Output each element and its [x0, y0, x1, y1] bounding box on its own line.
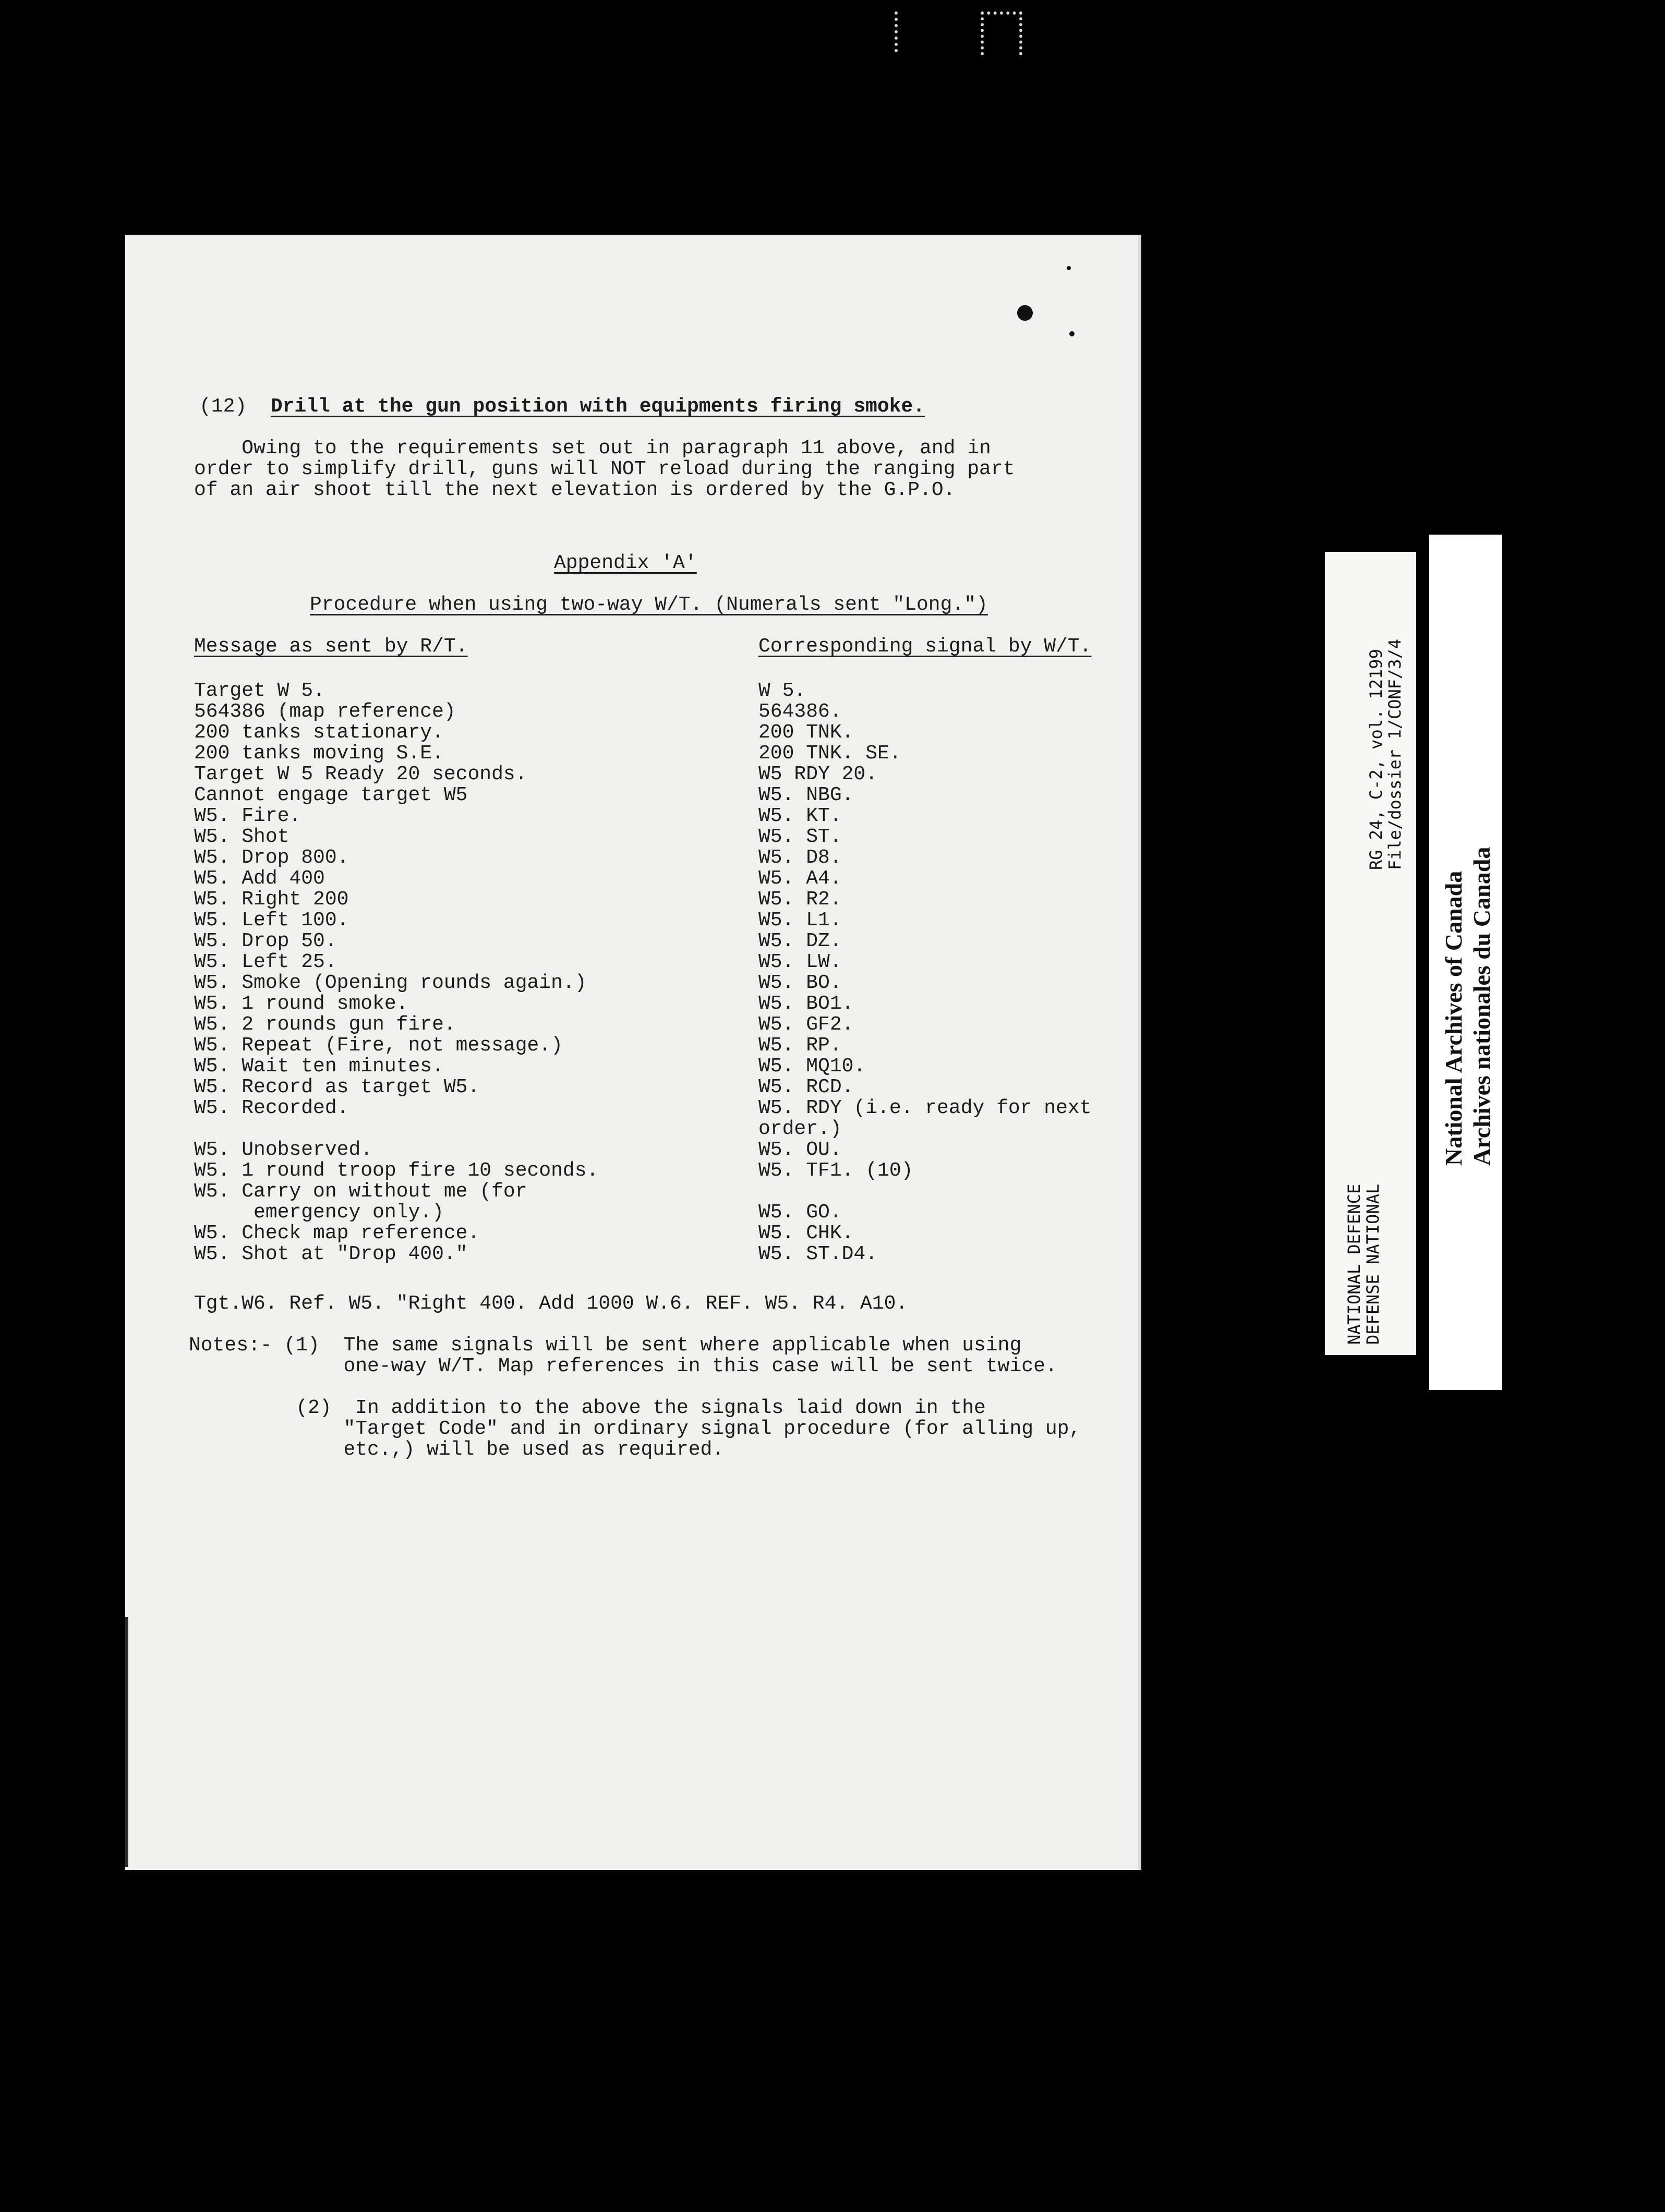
- ink-blot: [1017, 305, 1033, 321]
- notes: [189, 1334, 1123, 2170]
- wt-signal: 564386.: [758, 700, 842, 723]
- wt-signal: W5. ST.: [758, 826, 842, 848]
- paragraph-line: Owing to the requirements set out in paragraph 11 above, and in: [194, 437, 991, 460]
- rt-message: 200 tanks moving S.E.: [194, 742, 444, 765]
- wt-signal: W5. KT.: [758, 805, 842, 827]
- wt-signal: W5 RDY 20.: [758, 763, 878, 785]
- wt-signal: W5. BO.: [758, 972, 842, 994]
- file-reference: [1367, 639, 1404, 870]
- section-number: (12): [199, 395, 247, 418]
- rt-message: W5. Carry on without me (for: [194, 1180, 527, 1203]
- rt-message: W5. Left 100.: [194, 909, 349, 932]
- department-label: [1345, 1184, 1382, 1345]
- file-reference-line1: RG 24, C-2, vol. 12199: [1366, 649, 1386, 870]
- rt-message: Target W 5.: [194, 680, 325, 702]
- document-page: [125, 235, 1141, 1870]
- wt-signal: W5. L1.: [758, 909, 842, 932]
- rt-message: Target W 5 Ready 20 seconds.: [194, 763, 527, 785]
- section-heading: [199, 396, 925, 417]
- ink-speck: [1069, 331, 1075, 336]
- rt-message: W5. Fire.: [194, 805, 301, 827]
- wt-signal: W5. RDY (i.e. ready for next: [758, 1097, 1092, 1119]
- wt-signal: W5. GO.: [758, 1201, 842, 1224]
- wt-signal: W5. BO1.: [758, 993, 854, 1015]
- rt-message: 200 tanks stationary.: [194, 721, 444, 744]
- rt-message: W5. Unobserved.: [194, 1139, 373, 1161]
- document-body: [189, 395, 1123, 2211]
- wt-signal: W5. LW.: [758, 951, 842, 973]
- rt-message: W5. Check map reference.: [194, 1222, 480, 1244]
- department-en: NATIONAL DEFENCE: [1344, 1183, 1364, 1345]
- rt-message: W5. 2 rounds gun fire.: [194, 1013, 456, 1036]
- rt-message: W5. Wait ten minutes.: [194, 1055, 444, 1078]
- appendix-subtitle: Procedure when using two-way W/T. (Numerals sent "Long."): [310, 594, 988, 616]
- rt-message: W5. Drop 800.: [194, 847, 349, 869]
- rt-message: W5. Recorded.: [194, 1097, 349, 1119]
- wt-signal: W 5.: [758, 680, 806, 702]
- wt-signal: W5. A4.: [758, 867, 842, 890]
- note-line: one-way W/T. Map references in this case will be sent twice.: [189, 1355, 1057, 1377]
- archives-name-fr: Archives nationales du Canada: [1468, 847, 1495, 1166]
- rt-message: W5. Record as target W5.: [194, 1076, 480, 1098]
- rt-message: W5. Smoke (Opening rounds again.): [194, 972, 587, 994]
- wt-signal: W5. OU.: [758, 1139, 842, 1161]
- note-line: (2) In addition to the above the signals laid down in the: [189, 1397, 986, 1419]
- wt-signal: W5. D8.: [758, 847, 842, 869]
- paragraph-line: of an air shoot till the next elevation is ordered by the G.P.O.: [194, 479, 956, 501]
- note-line: Notes:- (1) The same signals will be sent where applicable when using: [189, 1334, 1022, 1357]
- wt-signal: W5. R2.: [758, 888, 842, 911]
- rt-message: W5. 1 round smoke.: [194, 993, 408, 1015]
- wt-signal: W5. CHK.: [758, 1222, 854, 1244]
- wt-signal: 200 TNK. SE.: [758, 742, 901, 765]
- wt-signal: W5. RCD.: [758, 1076, 854, 1098]
- ink-speck: [1067, 266, 1071, 270]
- department-fr: DEFENSE NATIONAL: [1363, 1183, 1383, 1345]
- rt-message: Cannot engage target W5: [194, 784, 468, 806]
- wt-signal: W5. DZ.: [758, 930, 842, 952]
- rt-message: emergency only.): [194, 1201, 444, 1224]
- paragraph-line: order to simplify drill, guns will NOT reload during the ranging part: [194, 458, 1015, 480]
- wt-signal: W5. NBG.: [758, 784, 854, 806]
- note-line: "Target Code" and in ordinary signal procedure (for alling up,: [189, 1418, 1081, 1440]
- wt-signal: order.): [758, 1118, 842, 1140]
- column-header-rt: Message as sent by R/T.: [194, 635, 468, 658]
- department-label-strip: [1325, 552, 1416, 1355]
- rt-message: W5. Right 200: [194, 888, 349, 911]
- target-reference-line: Tgt.W6. Ref. W5. "Right 400. Add 1000 W.6. REF. W5. R4. A10.: [194, 1292, 908, 1315]
- page-edge-shadow: [125, 1617, 167, 1867]
- file-reference-line2: File/dossier 1/CONF/3/4: [1385, 638, 1405, 870]
- rt-message: W5. 1 round troop fire 10 seconds.: [194, 1159, 599, 1182]
- rt-message: W5. Drop 50.: [194, 930, 337, 952]
- rt-message: W5. Repeat (Fire, not message.): [194, 1034, 563, 1057]
- note-line: etc.,) will be used as required.: [189, 1439, 725, 1461]
- wt-signal: W5. TF1. (10): [758, 1159, 913, 1182]
- archives-stamp: [1440, 847, 1496, 1166]
- rt-message: W5. Left 25.: [194, 951, 337, 973]
- wt-signal: 200 TNK.: [758, 721, 854, 744]
- rt-message: W5. Add 400: [194, 867, 325, 890]
- wt-signal: W5. GF2.: [758, 1013, 854, 1036]
- wt-signal: W5. MQ10.: [758, 1055, 866, 1078]
- section-title: Drill at the gun position with equipments firing smoke.: [270, 395, 925, 418]
- rt-message: W5. Shot at "Drop 400.": [194, 1243, 468, 1265]
- wt-signal: W5. RP.: [758, 1034, 842, 1057]
- column-header-wt: Corresponding signal by W/T.: [758, 635, 1092, 658]
- rt-message: 564386 (map reference): [194, 700, 456, 723]
- fiducial-mark-right: [981, 11, 1022, 55]
- wt-signal: W5. ST.D4.: [758, 1243, 878, 1265]
- rt-message: W5. Shot: [194, 826, 289, 848]
- archives-name-en: National Archives of Canada: [1440, 871, 1467, 1166]
- appendix-title: Appendix 'A': [554, 552, 697, 574]
- archives-label-strip: [1429, 535, 1502, 1390]
- fiducial-mark-left: [895, 11, 929, 52]
